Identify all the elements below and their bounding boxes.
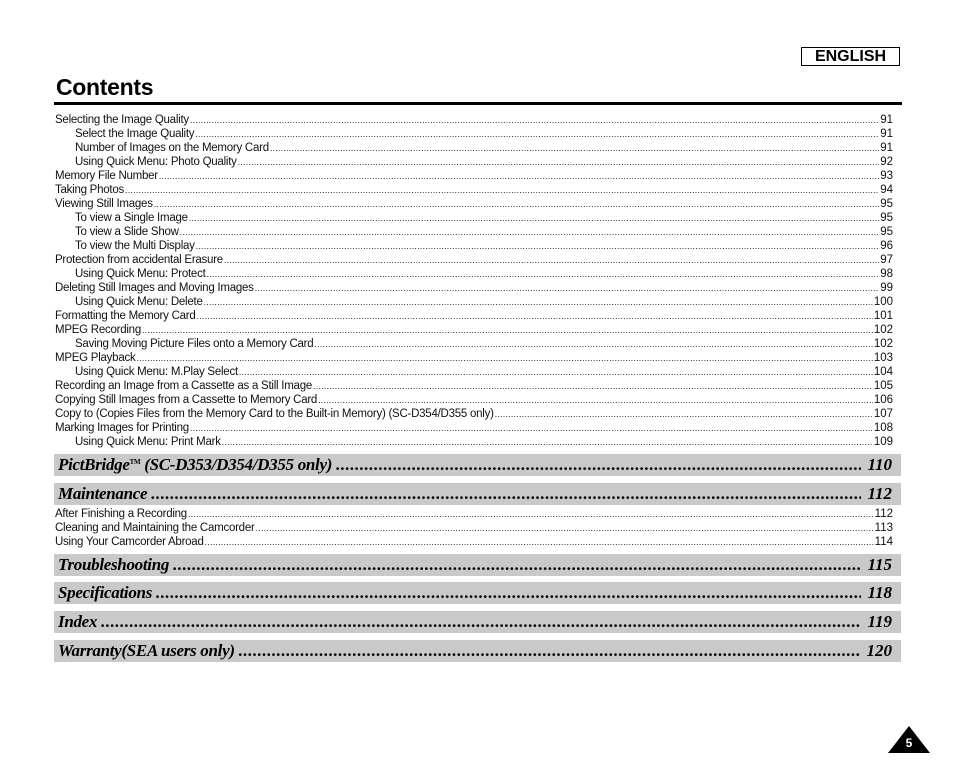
toc-entry[interactable] xyxy=(55,183,893,197)
entry-page: 106 xyxy=(873,394,893,406)
toc-subentry[interactable] xyxy=(55,365,893,379)
entry-title: Using Quick Menu: Protect xyxy=(75,268,206,280)
dot-leader xyxy=(190,113,879,127)
entry-page: 92 xyxy=(880,156,893,168)
entry-page: 114 xyxy=(874,536,893,548)
dot-leader xyxy=(196,239,880,253)
dot-leader xyxy=(495,407,873,421)
dot-leader xyxy=(173,554,861,576)
entry-title: Select the Image Quality xyxy=(75,128,195,140)
entry-title: Viewing Still Images xyxy=(55,198,153,210)
dot-leader xyxy=(190,421,873,435)
entry-page: 100 xyxy=(873,296,893,308)
toc-entry[interactable] xyxy=(55,351,893,365)
entry-page: 99 xyxy=(880,282,893,294)
toc-entry[interactable] xyxy=(55,309,893,323)
entry-page: 109 xyxy=(873,436,893,448)
entry-page: 112 xyxy=(874,508,893,520)
entry-title: MPEG Playback xyxy=(55,352,136,364)
section-warranty[interactable] xyxy=(54,640,901,662)
entry-page: 91 xyxy=(880,114,893,126)
entry-page: 94 xyxy=(880,184,893,196)
entry-page: 96 xyxy=(880,240,893,252)
section-troubleshooting[interactable] xyxy=(54,554,901,576)
toc-entry[interactable] xyxy=(55,521,893,535)
entry-page: 113 xyxy=(874,522,893,534)
toc-subentry[interactable] xyxy=(55,127,893,141)
title-rule xyxy=(54,102,902,105)
entry-page: 98 xyxy=(880,268,893,280)
section-page: 115 xyxy=(867,555,892,574)
toc-subentry[interactable] xyxy=(55,211,893,225)
entry-title: Saving Moving Picture Files onto a Memory Card xyxy=(75,338,314,350)
toc-entry[interactable] xyxy=(55,169,893,183)
toc-subentry[interactable] xyxy=(55,435,893,449)
entry-title: Using Quick Menu: M.Play Select xyxy=(75,366,238,378)
toc-entry[interactable] xyxy=(55,113,893,127)
entry-title: Selecting the Image Quality xyxy=(55,114,189,126)
toc-subentry[interactable] xyxy=(55,225,893,239)
dot-leader xyxy=(142,323,873,337)
entry-page: 107 xyxy=(873,408,893,420)
toc-entry[interactable] xyxy=(55,421,893,435)
dot-leader xyxy=(136,351,872,365)
section-page: 110 xyxy=(867,455,892,474)
toc-entry[interactable] xyxy=(55,407,893,421)
toc-entry[interactable] xyxy=(55,281,893,295)
entry-page: 93 xyxy=(880,170,893,182)
dot-leader xyxy=(101,611,861,633)
dot-leader xyxy=(156,582,861,604)
entry-title: Recording an Image from a Cassette as a Still Image xyxy=(55,380,312,392)
entry-title: Number of Images on the Memory Card xyxy=(75,142,269,154)
toc-subentry[interactable] xyxy=(55,239,893,253)
dot-leader xyxy=(205,535,874,549)
dot-leader xyxy=(197,309,873,323)
entry-page: 102 xyxy=(873,324,893,336)
section-page: 118 xyxy=(867,583,892,602)
entry-title: Using Quick Menu: Delete xyxy=(75,296,203,308)
section-page: 112 xyxy=(867,484,892,503)
entry-title: To view the Multi Display xyxy=(75,240,195,252)
dot-leader xyxy=(238,155,880,169)
entry-page: 91 xyxy=(880,128,893,140)
entry-page: 95 xyxy=(880,198,893,210)
dot-leader xyxy=(239,365,873,379)
section-title: Index xyxy=(58,612,98,631)
toc-entry[interactable] xyxy=(55,535,893,549)
dot-leader xyxy=(270,141,879,155)
entry-title: After Finishing a Recording xyxy=(55,508,187,520)
entry-title: Formatting the Memory Card xyxy=(55,310,196,322)
entry-page: 102 xyxy=(873,338,893,350)
toc-entry[interactable] xyxy=(55,197,893,211)
toc-list-top xyxy=(55,113,893,449)
dot-leader xyxy=(151,483,861,505)
entry-title: Taking Photos xyxy=(55,184,124,196)
entry-title: MPEG Recording xyxy=(55,324,141,336)
entry-title: Cleaning and Maintaining the Camcorder xyxy=(55,522,255,534)
entry-page: 101 xyxy=(873,310,893,322)
dot-leader xyxy=(125,183,879,197)
dot-leader xyxy=(154,197,880,211)
toc-subentry[interactable] xyxy=(55,267,893,281)
dot-leader xyxy=(318,393,873,407)
section-pictbridge[interactable] xyxy=(54,454,901,476)
entry-page: 104 xyxy=(873,366,893,378)
dot-leader xyxy=(336,454,861,476)
toc-entry[interactable] xyxy=(55,253,893,267)
entry-title: Using Quick Menu: Print Mark xyxy=(75,436,221,448)
dot-leader xyxy=(313,379,873,393)
entry-page: 105 xyxy=(873,380,893,392)
toc-entry[interactable] xyxy=(55,507,893,521)
dot-leader xyxy=(239,640,861,662)
dot-leader xyxy=(207,267,880,281)
entry-title: Using Quick Menu: Photo Quality xyxy=(75,156,237,168)
dot-leader xyxy=(195,127,879,141)
entry-title: Copy to (Copies Files from the Memory Card to the Built-in Memory) (SC-D354/D355 only) xyxy=(55,408,494,420)
dot-leader xyxy=(180,225,880,239)
toc-subentry[interactable] xyxy=(55,141,893,155)
entry-page: 103 xyxy=(873,352,893,364)
dot-leader xyxy=(188,507,874,521)
section-maintenance[interactable] xyxy=(54,483,901,505)
toc-entry[interactable] xyxy=(55,379,893,393)
section-title: Specifications xyxy=(58,583,153,602)
entry-page: 97 xyxy=(880,254,893,266)
page-number: 5 xyxy=(905,736,913,750)
section-title: Maintenance xyxy=(58,484,148,503)
entry-title: Memory File Number xyxy=(55,170,158,182)
entry-title: To view a Slide Show xyxy=(75,226,179,238)
entry-page: 95 xyxy=(880,212,893,224)
toc-subentry[interactable] xyxy=(55,155,893,169)
toc-list-maintenance xyxy=(55,507,893,549)
dot-leader xyxy=(224,253,879,267)
section-title: Warranty(SEA users only) xyxy=(58,641,235,660)
page-title: Contents xyxy=(56,74,154,100)
toc-subentry[interactable] xyxy=(55,337,893,351)
section-page: 120 xyxy=(866,641,892,660)
dot-leader xyxy=(255,281,880,295)
toc-subentry[interactable] xyxy=(55,295,893,309)
entry-title: To view a Single Image xyxy=(75,212,188,224)
entry-page: 108 xyxy=(873,422,893,434)
entry-title: Deleting Still Images and Moving Images xyxy=(55,282,254,294)
toc-entry[interactable] xyxy=(55,323,893,337)
trademark-mark: TM xyxy=(129,458,141,466)
entry-title: Copying Still Images from a Cassette to Memory Card xyxy=(55,394,318,406)
section-title: PictBridge™ (SC-D353/D354/D355 only) xyxy=(58,455,333,474)
entry-title: Protection from accidental Erasure xyxy=(55,254,223,266)
dot-leader xyxy=(314,337,872,351)
dot-leader xyxy=(189,211,879,225)
language-badge: ENGLISH xyxy=(801,47,900,66)
dot-leader xyxy=(204,295,873,309)
section-title: Troubleshooting xyxy=(58,555,170,574)
entry-title: Using Your Camcorder Abroad xyxy=(55,536,204,548)
section-page: 119 xyxy=(867,612,892,631)
dot-leader xyxy=(159,169,879,183)
dot-leader xyxy=(256,521,874,535)
entry-page: 91 xyxy=(880,142,893,154)
section-specifications[interactable] xyxy=(54,582,901,604)
section-index[interactable] xyxy=(54,611,901,633)
toc-entry[interactable] xyxy=(55,393,893,407)
entry-page: 95 xyxy=(880,226,893,238)
dot-leader xyxy=(222,435,873,449)
entry-title: Marking Images for Printing xyxy=(55,422,189,434)
